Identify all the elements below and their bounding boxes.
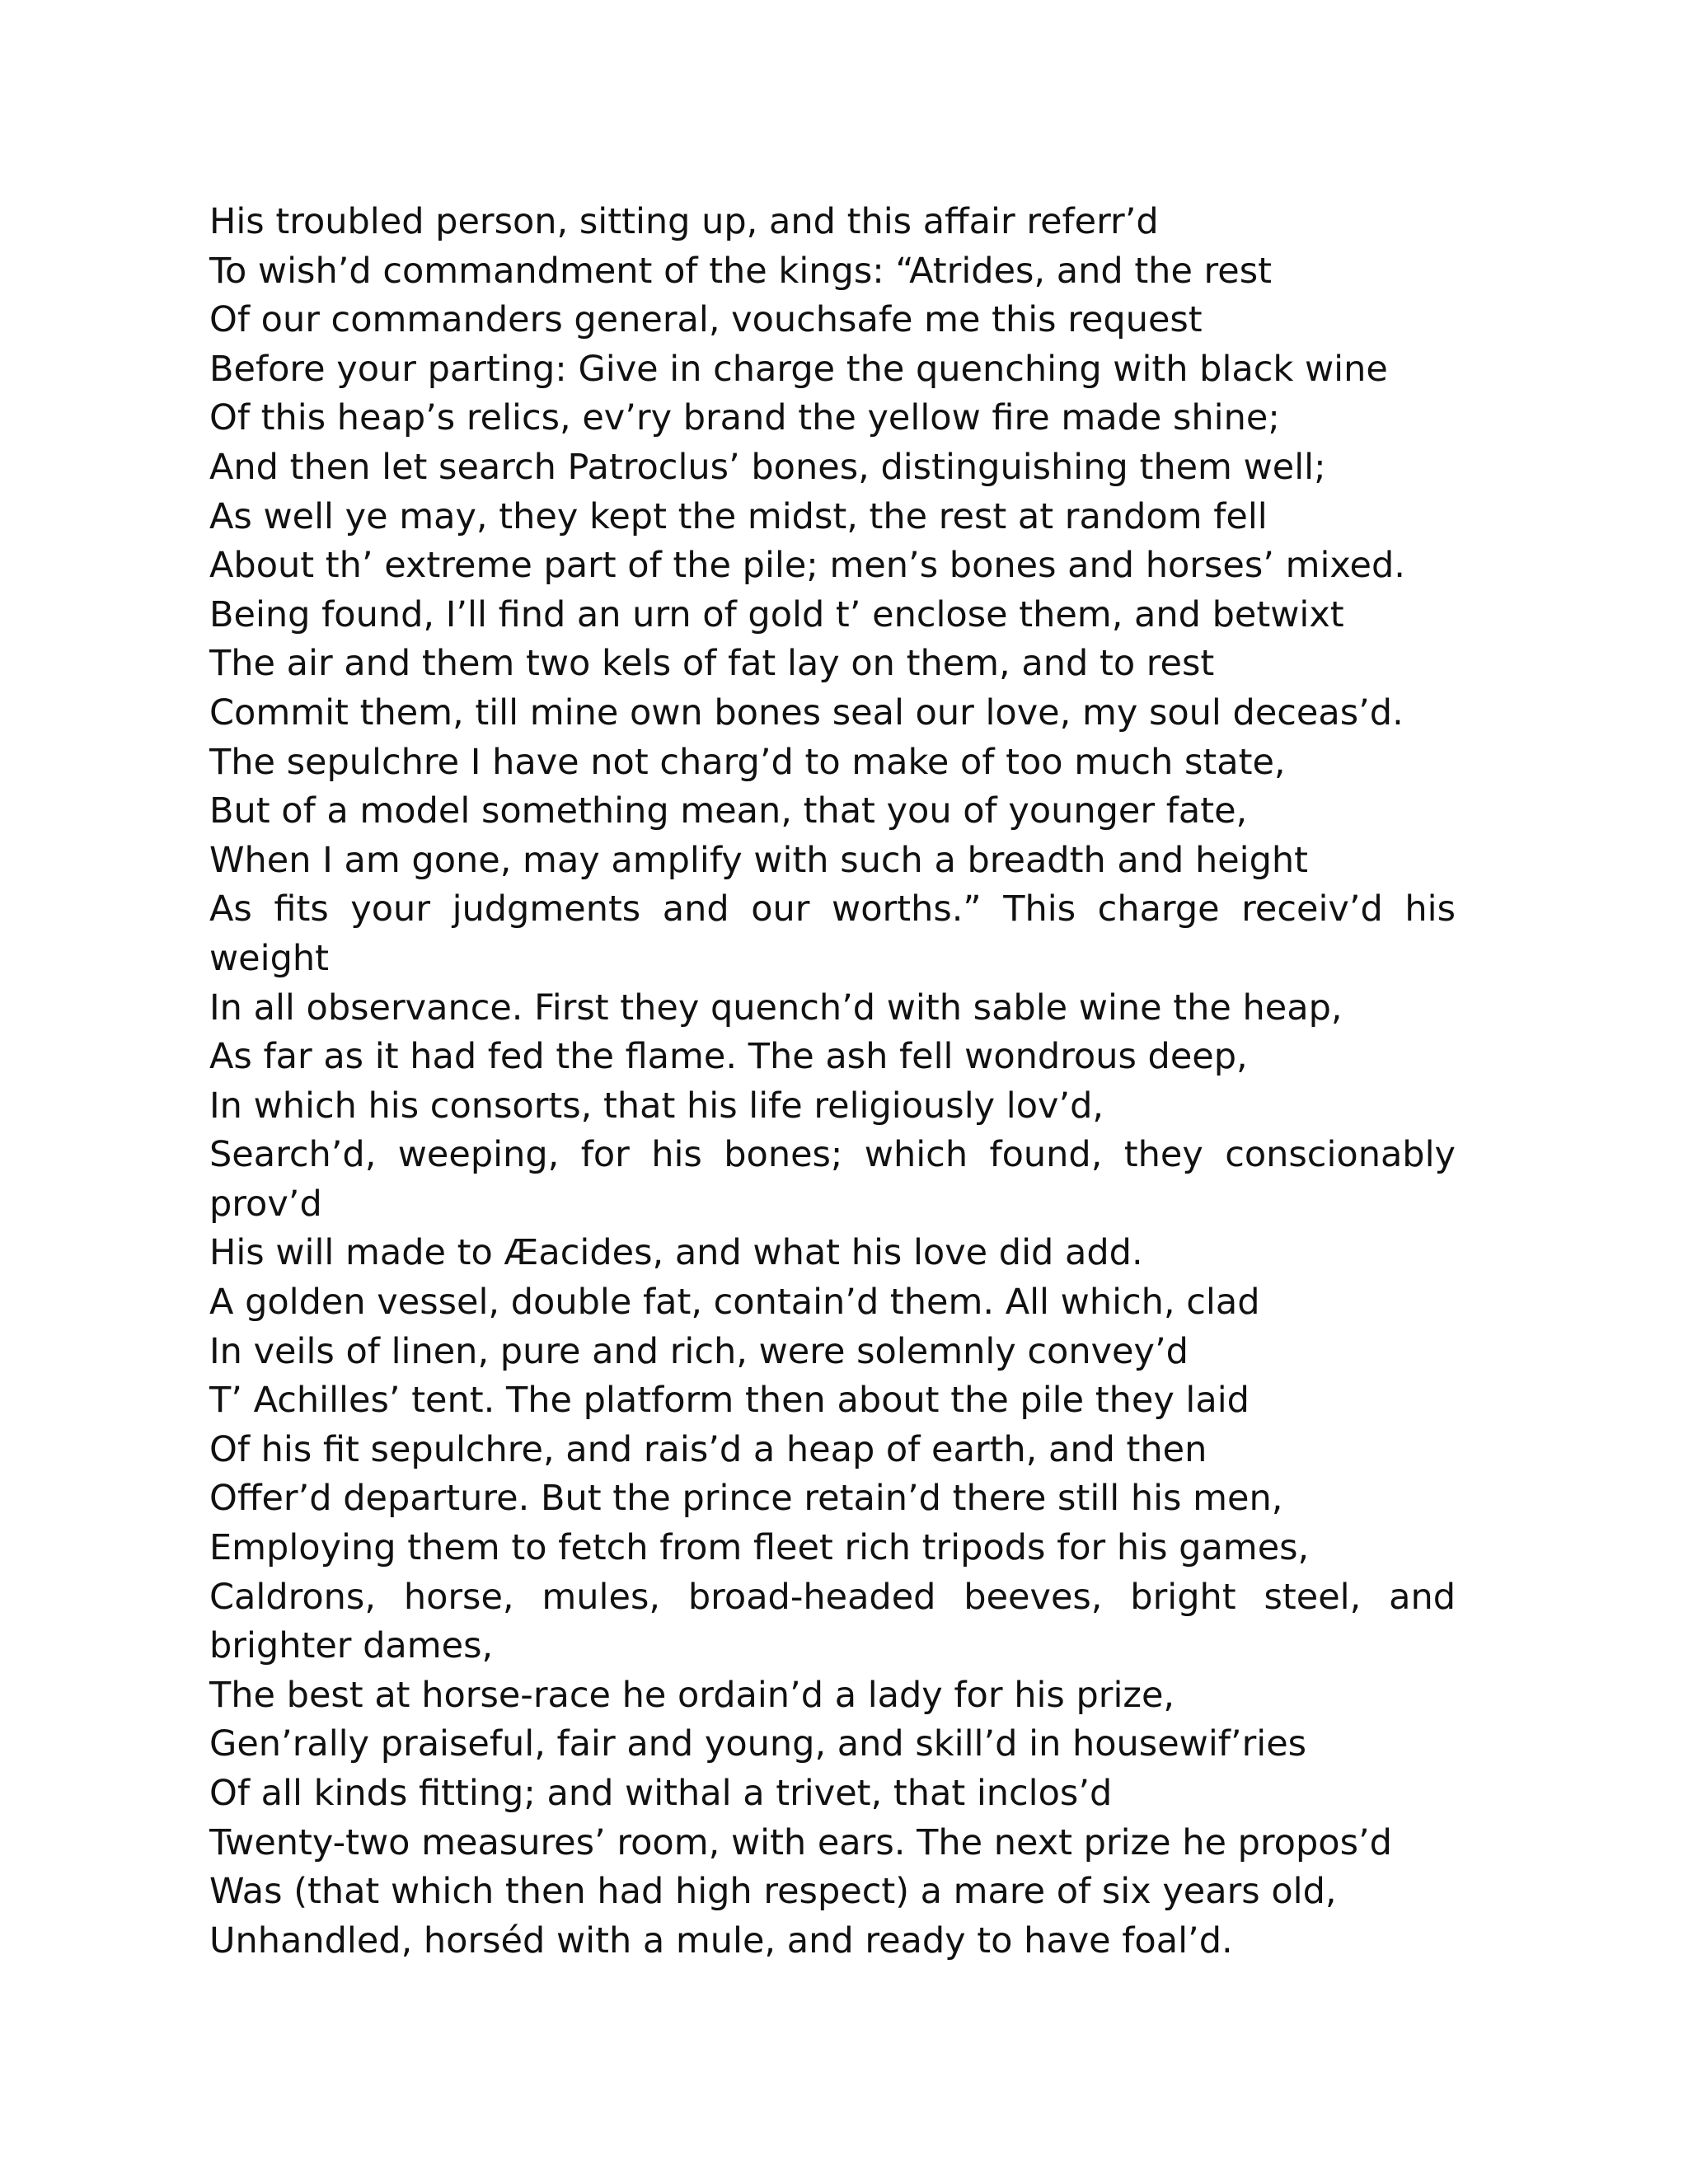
text-line: Twenty-two measures’ room, with ears. The next prize he propos’d — [209, 1821, 1392, 1863]
text-line: As well ye may, they kept the midst, the rest at random fell — [209, 495, 1268, 537]
text-line: Caldrons, horse, mules, broad-headed beeves, bright steel, and — [209, 1576, 1456, 1618]
text-line: Unhandled, horséd with a mule, and ready to have foal’d. — [209, 1919, 1233, 1961]
text-line: Of this heap’s relics, ev’ry brand the yellow fire made shine; — [209, 397, 1280, 439]
text-line: A golden vessel, double fat, contain’d them. All which, clad — [209, 1282, 1260, 1324]
text-line: In all observance. First they quench’d with sable wine the heap, — [209, 987, 1343, 1029]
text-line: Gen’rally praiseful, fair and young, and skill’d in housewif’ries — [209, 1723, 1307, 1765]
text-line: The air and them two kels of fat lay on them, and to rest — [209, 643, 1215, 685]
text-line: Search’d, weeping, for his bones; which found, they conscionably — [209, 1134, 1456, 1176]
text-line: T’ Achilles’ tent. The platform then about the pile they laid — [209, 1380, 1250, 1422]
text-line: When I am gone, may amplify with such a breadth and height — [209, 839, 1308, 881]
text-line: In which his consorts, that his life religiously lov’d, — [209, 1085, 1104, 1127]
text-line: To wish’d commandment of the kings: “Atrides, and the rest — [209, 250, 1273, 292]
text-line: weight — [209, 937, 329, 979]
text-line: Commit them, till mine own bones seal our love, my soul deceas’d. — [209, 691, 1404, 733]
text-line: Of his fit sepulchre, and rais’d a heap of earth, and then — [209, 1428, 1207, 1470]
poem-text-block — [209, 198, 1456, 1966]
text-line: Of all kinds fitting; and withal a trivet, that inclos’d — [209, 1773, 1113, 1814]
text-line: Offer’d departure. But the prince retain’d there still his men, — [209, 1478, 1283, 1520]
text-line: As fits your judgments and our worths.” This charge receiv’d his — [209, 888, 1456, 930]
text-line: His will made to Æacides, and what his love did add. — [209, 1232, 1143, 1274]
text-line: The best at horse-race he ordain’d a lady for his prize, — [209, 1674, 1175, 1716]
text-line: In veils of linen, pure and rich, were solemnly convey’d — [209, 1330, 1189, 1372]
text-line: The sepulchre I have not charg’d to make of too much state, — [209, 741, 1286, 783]
text-line: Of our commanders general, vouchsafe me this request — [209, 299, 1203, 341]
text-line: Before your parting: Give in charge the quenching with black wine — [209, 348, 1388, 390]
text-line: Being found, I’ll find an urn of gold t’ enclose them, and betwixt — [209, 593, 1344, 635]
text-line: But of a model something mean, that you of younger fate, — [209, 790, 1248, 832]
text-line: Was (that which then had high respect) a mare of six years old, — [209, 1871, 1337, 1913]
text-line: As far as it had fed the flame. The ash fell wondrous deep, — [209, 1036, 1248, 1078]
text-line: prov’d — [209, 1183, 322, 1225]
text-line: brighter dames, — [209, 1625, 494, 1667]
text-line: His troubled person, sitting up, and this affair referr’d — [209, 201, 1159, 242]
text-line: Employing them to fetch from fleet rich tripods for his games, — [209, 1527, 1310, 1569]
text-line: And then let search Patroclus’ bones, distinguishing them well; — [209, 446, 1326, 488]
text-line: About th’ extreme part of the pile; men’s bones and horses’ mixed. — [209, 545, 1405, 587]
